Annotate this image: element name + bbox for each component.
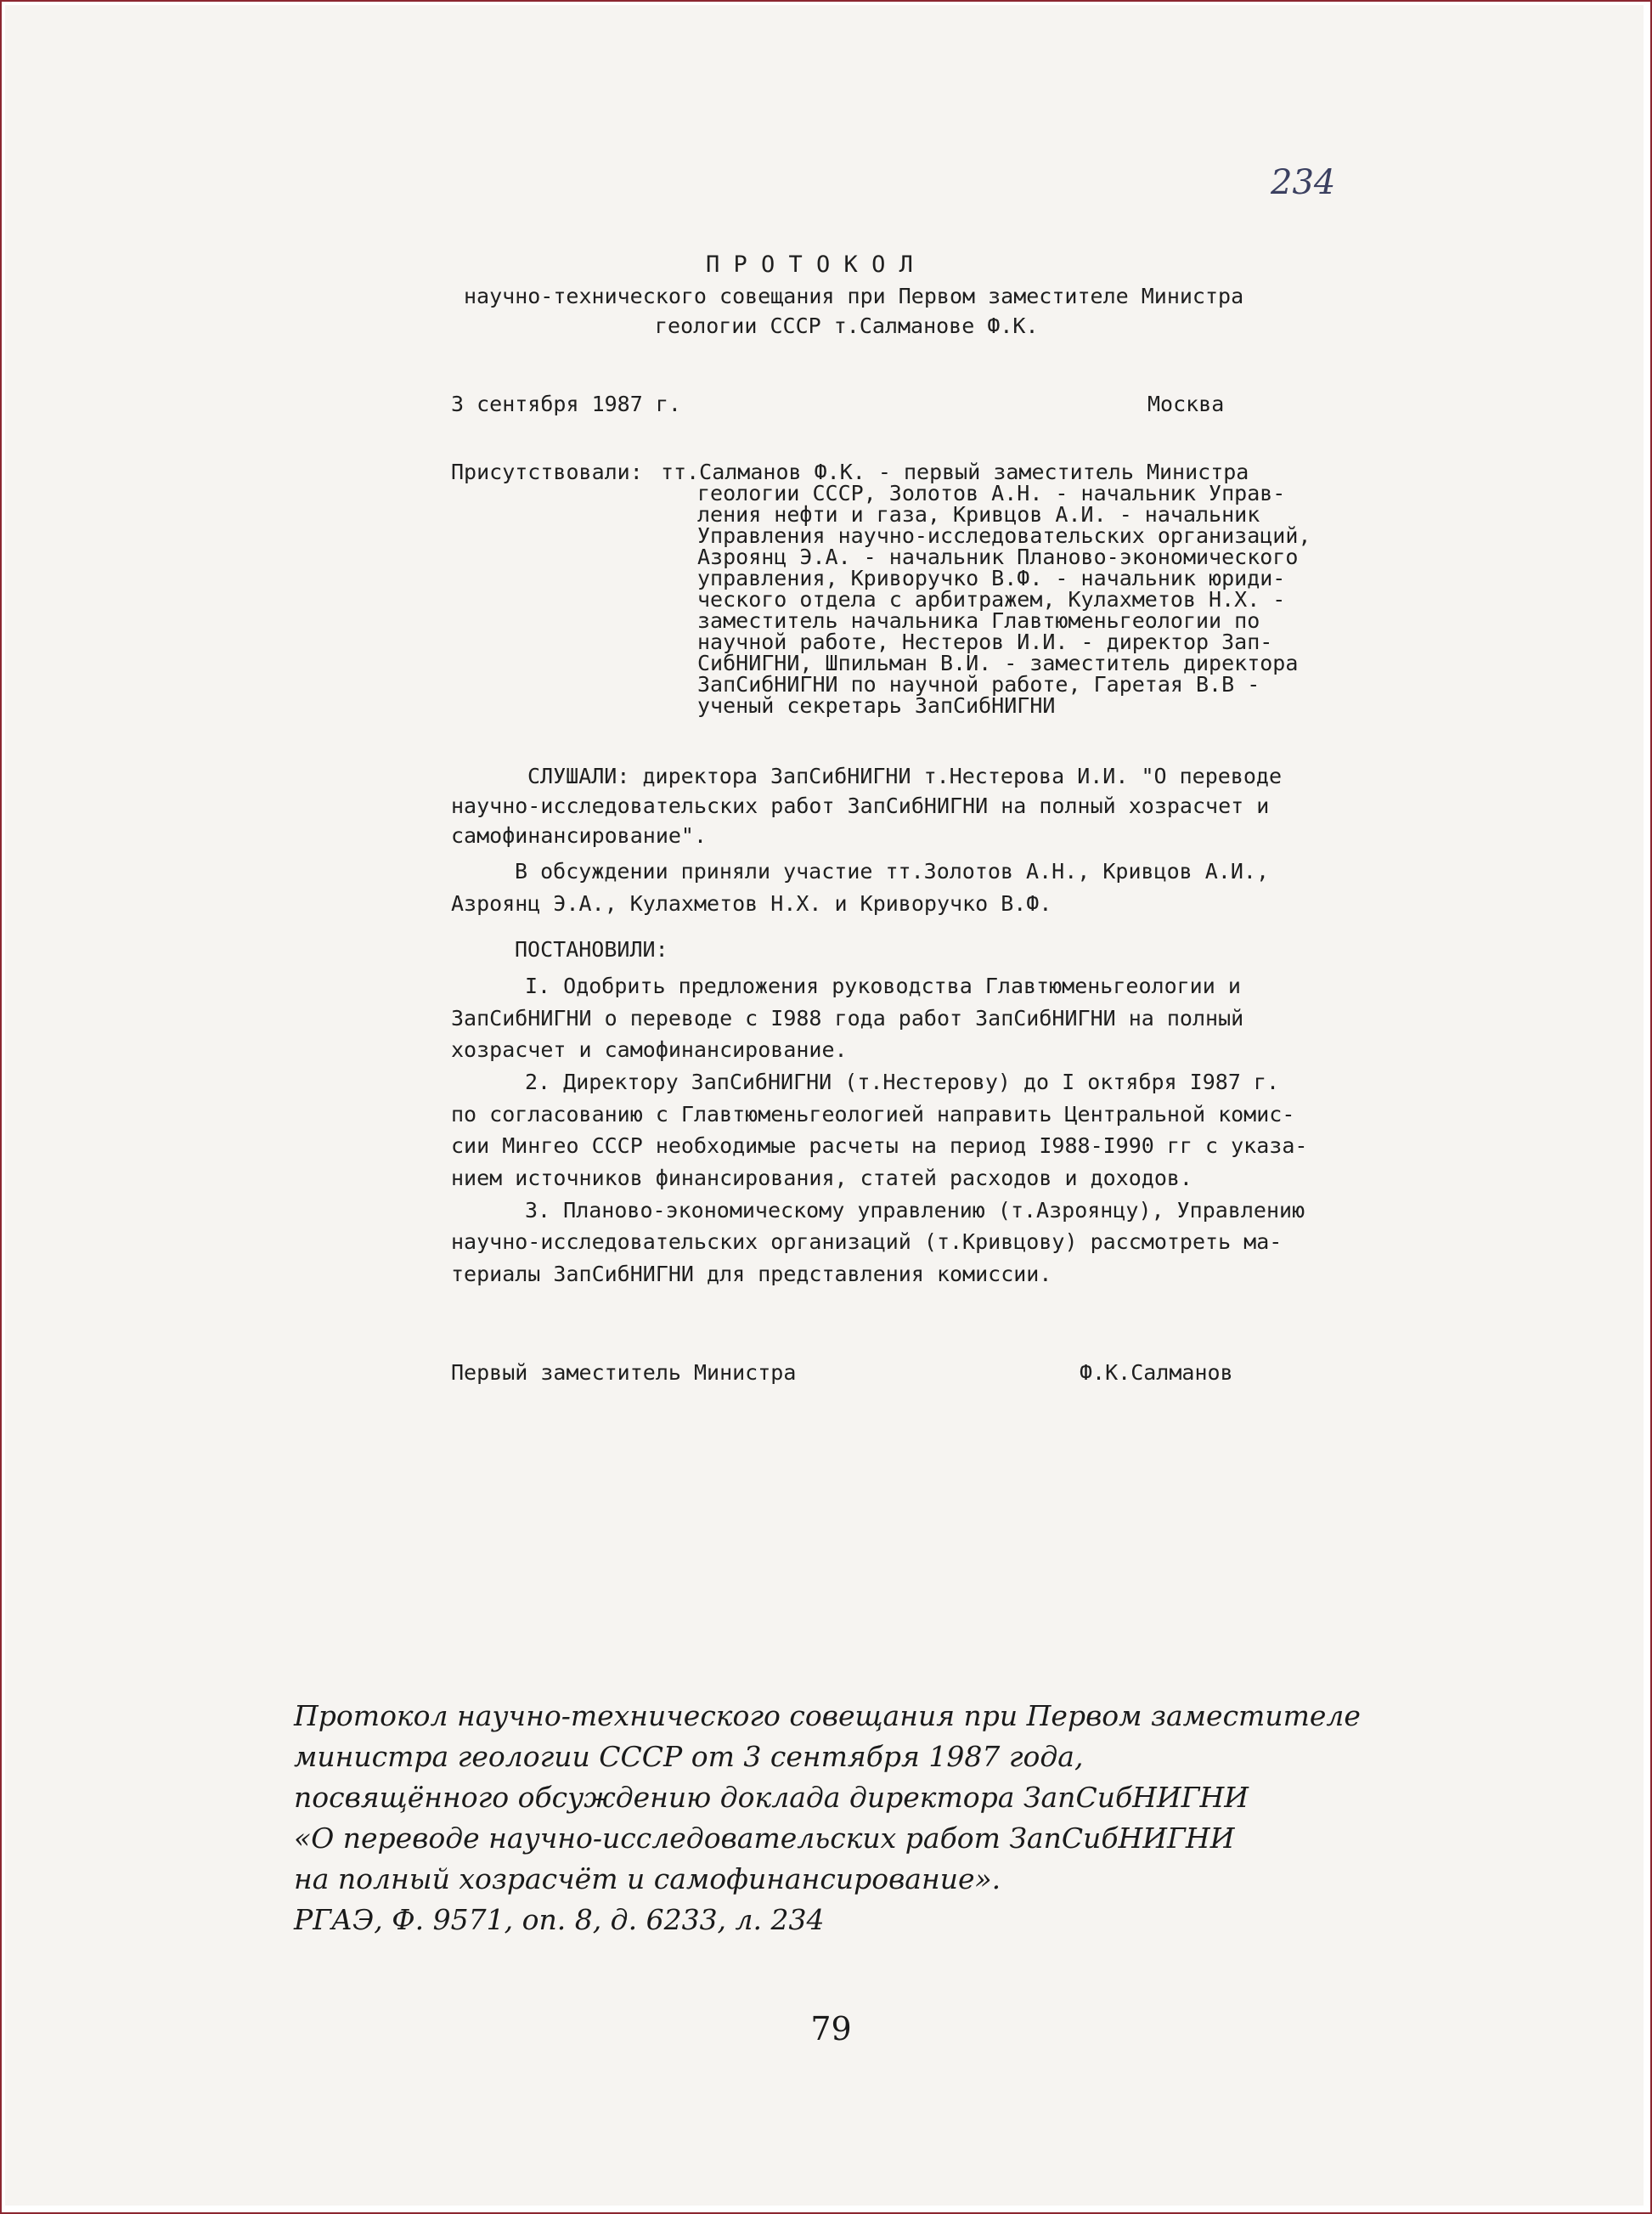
resolution-line: хозрасчет и самофинансирование. bbox=[451, 1037, 848, 1062]
archive-sheet-number: 234 bbox=[1271, 163, 1336, 202]
attendees-line: геологии СССР, Золотов А.Н. - начальник Управ- bbox=[697, 481, 1286, 505]
attendees-line: СибНИГНИ, Шпильман В.И. - заместитель директора bbox=[697, 651, 1299, 675]
caption-line: на полный хозрасчёт и самофинансирование». bbox=[294, 1862, 1001, 1895]
attendees-line: ления нефти и газа, Кривцов А.И. - начальник bbox=[697, 502, 1260, 527]
page-number: 79 bbox=[810, 2010, 852, 2047]
caption-line: министра геологии СССР от 3 сентября 1987 года, bbox=[294, 1740, 1084, 1773]
resolution-line: 2. Директору ЗапСибНИГНИ (т.Нестерову) до I октября I987 г. bbox=[525, 1070, 1280, 1094]
heard-line: научно-исследовательских работ ЗапСибНИГНИ на полный хозрасчет и bbox=[451, 794, 1270, 818]
resolution-line: нием источников финансирования, статей расходов и доходов. bbox=[451, 1166, 1192, 1190]
resolution-line: 3. Планово-экономическому управлению (т.Азроянцу), Управлению bbox=[525, 1198, 1305, 1223]
attendees-line: Азроянц Э.А. - начальник Планово-экономического bbox=[697, 545, 1299, 569]
document-title: П Р О Т О К О Л bbox=[706, 251, 913, 278]
resolved-label: ПОСТАНОВИЛИ: bbox=[515, 937, 668, 962]
signatory-name: Ф.К.Салманов bbox=[1080, 1360, 1233, 1385]
attendees-line: заместитель начальника Главтюменьгеологии по bbox=[697, 608, 1260, 633]
resolution-line: по согласованию с Главтюменьгеологией направить Центральной комис- bbox=[451, 1102, 1295, 1127]
document-date: 3 сентября 1987 г. bbox=[451, 392, 681, 416]
resolution-line: териалы ЗапСибНИГНИ для представления комиссии. bbox=[451, 1262, 1052, 1286]
attendees-line: ученый секретарь ЗапСибНИГНИ bbox=[697, 693, 1056, 718]
attendees-line: ческого отдела с арбитражем, Кулахметов Н.Х. - bbox=[697, 587, 1286, 612]
attendees-line: ЗапСибНИГНИ по научной работе, Гаретая В.В - bbox=[697, 672, 1260, 697]
caption-line: РГАЭ, Ф. 9571, оп. 8, д. 6233, л. 234 bbox=[294, 1903, 825, 1936]
document-city: Москва bbox=[1147, 392, 1225, 416]
resolution-line: сии Мингео СССР необходимые расчеты на период I988-I990 гг с указа- bbox=[451, 1133, 1308, 1158]
book-page bbox=[5, 5, 1644, 2206]
discussion-line: Азроянц Э.А., Кулахметов Н.Х. и Криворучко В.Ф. bbox=[451, 891, 1052, 916]
attendees-line: управления, Криворучко В.Ф. - начальник юриди- bbox=[697, 566, 1286, 590]
discussion-line: В обсуждении приняли участие тт.Золотов А.Н., Кривцов А.И., bbox=[515, 859, 1270, 884]
resolution-line: I. Одобрить предложения руководства Главтюменьгеологии и bbox=[525, 974, 1241, 998]
attendees-label: Присутствовали: bbox=[451, 460, 643, 484]
attendees-line: научной работе, Нестеров И.И. - директор Зап- bbox=[697, 630, 1273, 654]
heard-line: самофинансирование". bbox=[451, 823, 708, 848]
heard-line: СЛУШАЛИ: директора ЗапСибНИГНИ т.Нестерова И.И. "О переводе bbox=[527, 764, 1283, 788]
document-subtitle-line-1: научно-технического совещания при Первом заместителе Министра bbox=[464, 284, 1244, 308]
caption-line: посвящённого обсуждению доклада директора ЗапСибНИГНИ bbox=[294, 1781, 1249, 1814]
resolution-line: ЗапСибНИГНИ о переводе с I988 года работ ЗапСибНИГНИ на полный bbox=[451, 1006, 1244, 1031]
caption-line: Протокол научно-технического совещания при Первом заместителе bbox=[294, 1699, 1361, 1732]
resolution-line: научно-исследовательских организаций (т.Кривцову) рассмотреть ма- bbox=[451, 1229, 1283, 1254]
signatory-position: Первый заместитель Министра bbox=[451, 1360, 797, 1385]
attendees-line: тт.Салманов Ф.К. - первый заместитель Министра bbox=[661, 460, 1249, 484]
figure-caption bbox=[294, 1696, 1483, 1940]
caption-line: «О переводе научно-исследовательских работ ЗапСибНИГНИ bbox=[294, 1821, 1235, 1855]
document-subtitle-line-2: геологии СССР т.Салманове Ф.К. bbox=[655, 313, 1039, 338]
attendees-line: Управления научно-исследовательских организаций, bbox=[697, 523, 1311, 548]
